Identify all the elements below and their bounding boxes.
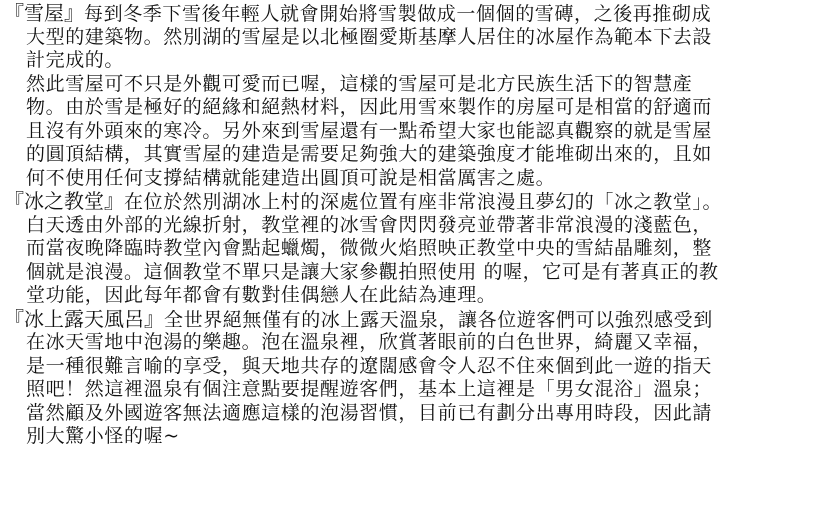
text-line: 物。由於雪是極好的絕緣和絕熱材料，因此用雪來製作的房屋可是相當的舒適而 — [26, 96, 713, 118]
text-line: 何不使用任何支撐結構就能建造出圓頂可說是相當厲害之處。 — [26, 166, 556, 189]
text-line: 堂功能，因此每年都會有數對佳偶戀人在此結為連理。 — [26, 284, 497, 306]
text-line: 個就是浪漫。這個教堂不單只是讓大家參觀拍照使用 的喔，它可是有著真正的教 — [26, 260, 719, 283]
section-title: 『冰之教堂』 — [4, 189, 124, 213]
text-line: 大型的建築物。然別湖的雪屋是以北極圈愛斯基摩人居住的冰屋作為範本下去設 — [26, 25, 713, 48]
section-ice-onsen — [4, 308, 818, 449]
text-line: 在冰天雪地中泡湯的樂趣。泡在溫泉裡，欣賞著眼前的白色世界，綺麗又幸福， — [26, 331, 713, 353]
section-text: 全世界絕無僅有的冰上露天溫泉，讓各位遊客們可以強烈感受到 — [164, 308, 713, 331]
text-line: 別大驚小怪的喔~ — [26, 425, 180, 447]
text-line — [4, 190, 818, 214]
text-line: 然此雪屋可不只是外觀可愛而已喔，這樣的雪屋可是北方民族生活下的智慧產 — [26, 72, 693, 95]
text-line: 而當夜晚降臨時教堂內會點起蠟燭，微微火焰照映正教堂中央的雪結晶雕刻，整 — [26, 237, 713, 259]
text-line: 當然顧及外國遊客無法適應這樣的泡湯習慣，目前已有劃分出專用時段，因此請 — [26, 401, 713, 424]
text-line: 計完成的。 — [26, 49, 125, 71]
section-snow-house — [4, 2, 818, 190]
text-line — [4, 2, 818, 26]
section-title: 『雪屋』 — [4, 1, 84, 25]
text-line: 白天透由外部的光線折射，教堂裡的冰雪會閃閃發亮並帶著非常浪漫的淺藍色， — [26, 213, 713, 236]
section-text: 在位於然別湖冰上村的深處位置有座非常浪漫且夢幻的「冰之教堂」。 — [124, 191, 723, 213]
text-line: 且沒有外頭來的寒冷。另外來到雪屋還有一點希望大家也能認真觀察的就是雪屋 — [26, 119, 713, 142]
text-line — [4, 308, 818, 332]
section-title: 『冰上露天風呂』 — [4, 306, 164, 331]
text-line: 是一種很難言喻的享受，與天地共存的遼闊感會令人忍不住來個到此一遊的指天 — [26, 354, 713, 377]
section-ice-chapel — [4, 190, 818, 308]
text-line: 的圓頂結構，其實雪屋的建造是需要足夠強大的建築強度才能堆砌出來的，且如 — [26, 143, 713, 165]
section-text: 每到冬季下雪後年輕人就會開始將雪製做成一個個的雪磚，之後再推砌成 — [84, 3, 712, 25]
text-line: 照吧！然這裡溫泉有個注意點要提醒遊客們，基本上這裡是「男女混浴」溫泉； — [26, 378, 713, 400]
